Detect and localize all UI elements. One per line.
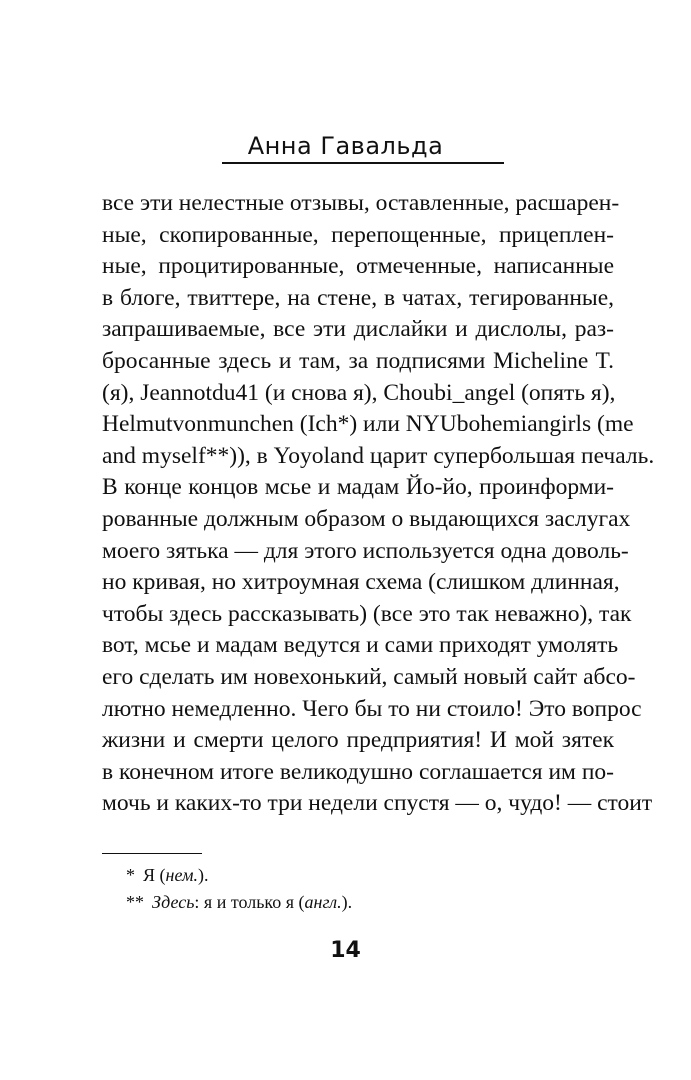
text-line: но кривая, но хитроумная схема (слишком длинная,	[102, 569, 620, 596]
text-line: (я), Jeannotdu41 (и снова я), Choubi_angel (опять я),	[102, 379, 616, 406]
text-line: его сделать им новехонький, самый новый сайт абсо-	[102, 663, 636, 690]
footnote-paren-close: ).	[341, 892, 353, 912]
footnote-paren-open: (	[294, 892, 305, 912]
text-line: запрашиваемые, все эти дислайки и дислолы, раз-	[102, 316, 614, 343]
footnote-1	[126, 862, 352, 889]
text-line: чтобы здесь рассказывать) (все это так неважно), так	[102, 600, 632, 627]
footnote-mark: **	[126, 892, 144, 912]
text-line: вот, мсье и мадам ведутся и сами приходят умолять	[102, 632, 619, 659]
text-line: ные, процитированные, отмеченные, написанные	[102, 253, 614, 280]
text-line: в конечном итоге великодушно соглашается им по-	[102, 758, 614, 785]
footnote-mark: *	[126, 865, 135, 885]
text-line: моего зятька — для этого используется одна доволь-	[102, 537, 629, 564]
text-line: and myself**)), в Yoyoland царит супербольшая печаль.	[102, 442, 655, 469]
footnote-lead: Здесь	[152, 892, 195, 912]
text-line: лютно немедленно. Чего бы то ни стоило! Это вопрос	[102, 695, 642, 722]
text-line: мочь и каких-то три недели спустя — о, чудо! — стоит	[102, 790, 653, 817]
running-header-author: Анна Гавальда	[247, 132, 444, 160]
text-line: жизни и смерти целого предприятия! И мой зятек	[102, 727, 614, 754]
footnote-2	[126, 889, 352, 916]
text-line: бросанные здесь и там, за подписями Micheline T.	[102, 347, 614, 374]
footnote-rule	[102, 853, 202, 854]
page-number: 14	[330, 938, 361, 963]
body-text	[102, 188, 655, 820]
text-line: рованные должным образом о выдающихся заслугах	[102, 505, 631, 532]
text-line: ные, скопированные, перепощенные, прицеплен-	[102, 221, 614, 248]
footnotes	[126, 862, 352, 916]
footnote-text: : я и только я	[194, 892, 295, 912]
header-rule	[222, 162, 504, 164]
footnote-language-note: англ.	[304, 892, 342, 912]
footnote-language-note: нем.	[165, 865, 198, 885]
footnote-paren-close: ).	[197, 865, 209, 885]
text-line: все эти нелестные отзывы, оставленные, расшарен-	[102, 190, 620, 216]
footnote-text: Я	[143, 865, 156, 885]
footnote-paren-open: (	[155, 865, 166, 885]
text-line: В конце концов мсье и мадам Йо-йо, проинформи-	[102, 474, 614, 501]
text-line: Helmutvonmunchen (Ich*) или NYUbohemiangirls (me	[102, 411, 634, 438]
text-line: в блоге, твиттере, на стене, в чатах, тегированные,	[102, 284, 614, 311]
